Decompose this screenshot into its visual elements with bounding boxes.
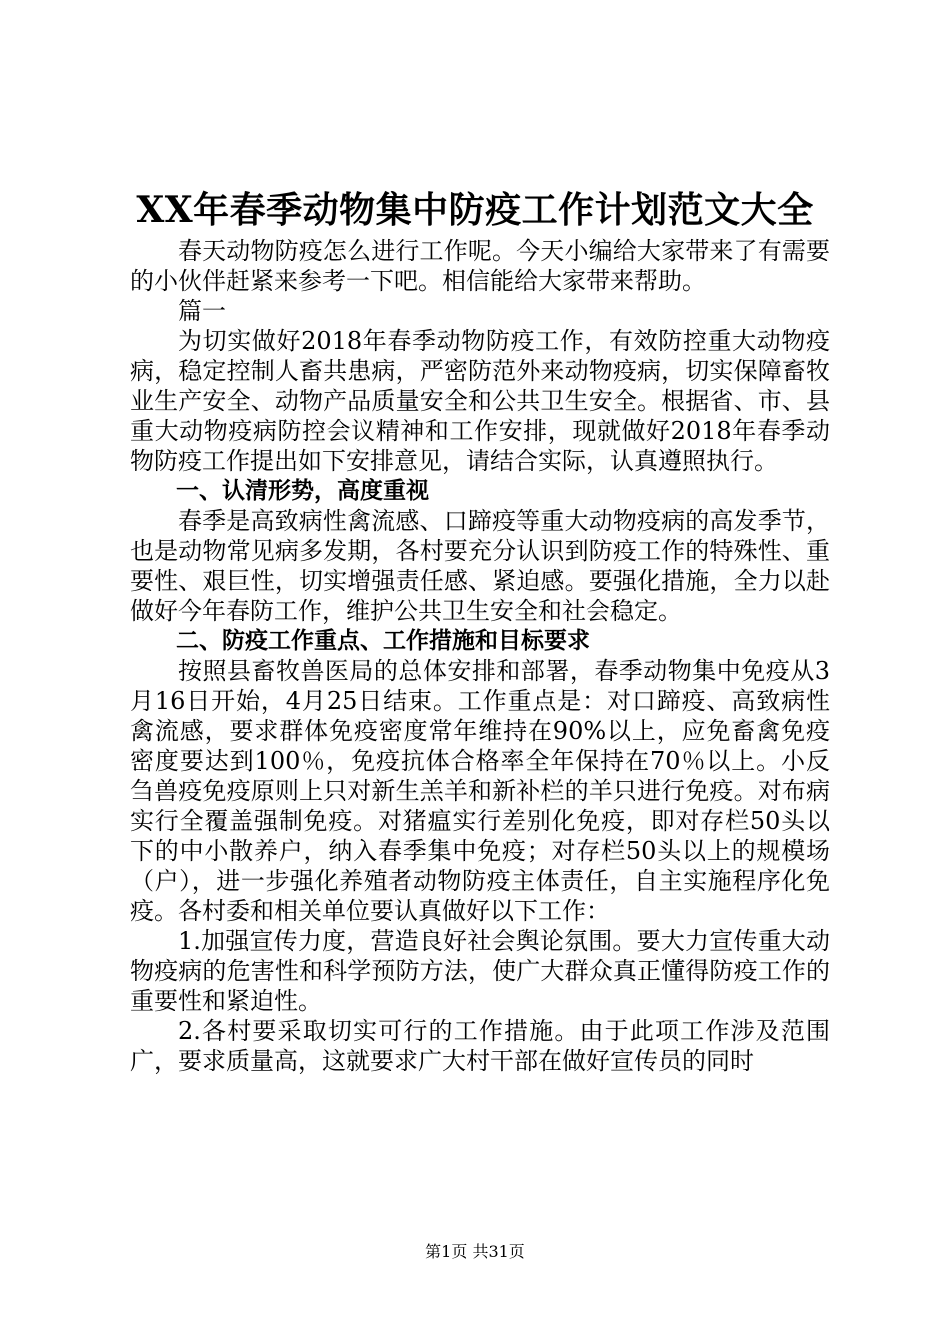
page-footer: 第1页 共31页	[425, 1242, 525, 1261]
body-paragraph: 按照县畜牧兽医局的总体安排和部署，春季动物集中免疫从3月16日开始，4月25日结束。工作重点是：对口蹄疫、高致病性禽流感，要求群体免疫密度常年维持在90%以上，应免畜禽免疫密度要达到100％，免疫抗体合格率全年保持在70％以上。小反刍兽疫免疫原则上只对新生羔羊和新补栏的羊只进行免疫。对布病实行全覆盖强制免疫。对猪瘟实行差别化免疫，即对存栏50头以下的中小散养户，纳入春季集中免疫；对存栏50头以上的规模场（户），进一步强化养殖者动物防疫主体责任，自主实施程序化免疫。各村委和相关单位要认真做好以下工作：	[130, 657, 830, 925]
section-label: 篇一	[178, 297, 226, 325]
list-paragraph: 1.加强宣传力度，营造良好社会舆论氛围。要大力宣传重大动物疫病的危害性和科学预防方法，使广大群众真正懂得防疫工作的重要性和紧迫性。	[130, 927, 830, 1015]
section-heading: 一、认清形势，高度重视	[176, 478, 429, 504]
intro-paragraph: 春天动物防疫怎么进行工作呢。今天小编给大家带来了有需要的小伙伴赶紧来参考一下吧。相信能给大家带来帮助。	[130, 237, 830, 295]
body-paragraph: 春季是高致病性禽流感、口蹄疫等重大动物疫病的高发季节，也是动物常见病多发期，各村要充分认识到防疫工作的特殊性、重要性、艰巨性，切实增强责任感、紧迫感。要强化措施，全力以赴做好今年春防工作，维护公共卫生安全和社会稳定。	[130, 507, 830, 625]
list-paragraph: 2.各村要采取切实可行的工作措施。由于此项工作涉及范围广，要求质量高，这就要求广大村干部在做好宣传员的同时	[130, 1017, 830, 1075]
body-paragraph: 为切实做好2018年春季动物防疫工作，有效防控重大动物疫病，稳定控制人畜共患病，严密防范外来动物疫病，切实保障畜牧业生产安全、动物产品质量安全和公共卫生安全。根据省、市、县重大动物疫病防控会议精神和工作安排，现就做好2018年春季动物防疫工作提出如下安排意见，请结合实际，认真遵照执行。	[130, 327, 830, 475]
document-body	[130, 236, 830, 1076]
section-heading: 二、防疫工作重点、工作措施和目标要求	[176, 628, 590, 654]
document-title: XX年春季动物集中防疫工作计划范文大全	[136, 189, 814, 231]
